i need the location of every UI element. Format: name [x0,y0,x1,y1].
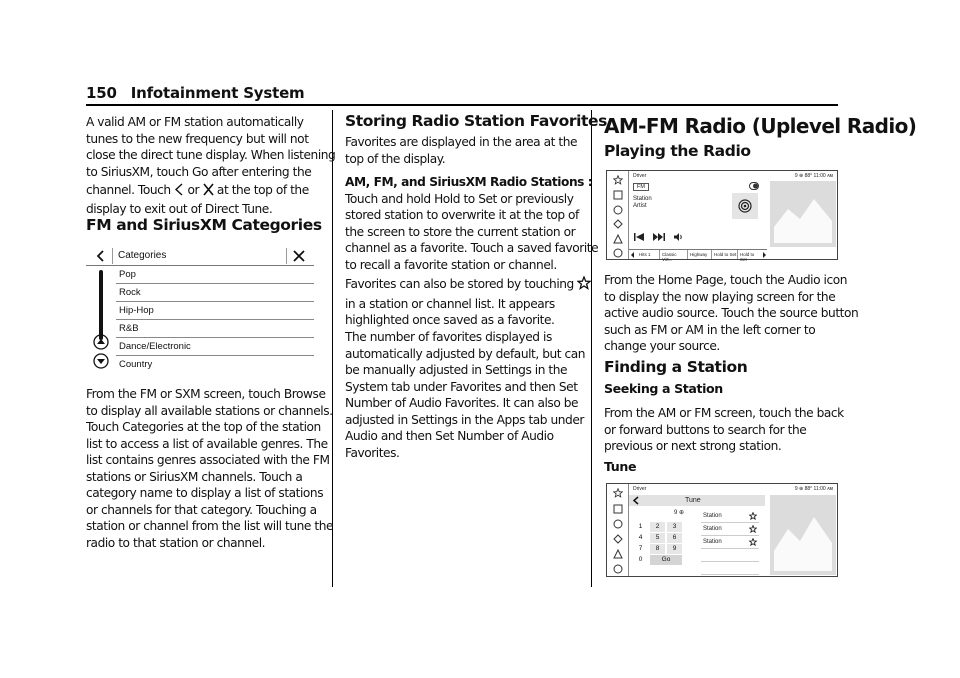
tune-title: Tune [685,497,701,504]
categories-topbar [86,246,314,266]
favorites-p4: The number of favorites displayed is automatically adjusted by default, but can be manually adjusted in Settings in the System tab under Favorites and then Set Number of Audio Favorites. It can also be adjusted in Settings in the Apps tab under Audio and then Set Number of Audio Favorites. [345,330,586,460]
heading-seeking-station: Seeking a Station [604,381,723,396]
circle-icon[interactable] [613,205,623,215]
favorite-slot[interactable]: Classic Virt... [660,250,688,259]
keypad-key[interactable]: 2 [650,522,665,532]
tune-screen [606,483,838,577]
star-icon[interactable] [749,538,757,546]
close-x-icon [203,183,214,196]
divider [286,248,287,264]
home-circle-icon[interactable] [613,564,623,574]
album-art [770,495,836,575]
status-bar [629,171,837,180]
station-list-item[interactable]: Station [701,536,759,549]
seeking-paragraph: From the AM or FM screen, touch the back or forward buttons to search for the previous or next strong station. [604,406,844,453]
signal-indicator: 9 ⊕ [674,510,685,516]
keypad-key[interactable]: 0 [638,556,643,563]
scrollbar[interactable] [99,270,103,340]
back-arrow-icon[interactable] [632,496,640,505]
driver-label: Driver [633,173,647,179]
playing-radio-paragraph: From the Home Page, touch the Audio icon to display the now playing screen for the active audio source. Touch the source button such as FM or AM in the left corner to change your source. [604,273,859,353]
triangle-icon[interactable] [613,549,623,559]
volume-icon[interactable] [674,233,684,241]
chevron-right-icon[interactable] [762,250,767,260]
app-sidebar [607,484,629,576]
tune-keypad [633,522,687,568]
landscape-image-icon [770,495,836,575]
now-playing-screen [606,170,838,260]
category-item[interactable]: Dance/Electronic [116,338,314,356]
artist-label: Artist [633,203,647,209]
station-label: Station [633,196,652,202]
diamond-icon[interactable] [613,219,623,229]
heading-tune: Tune [604,459,637,474]
driver-label: Driver [633,486,647,492]
favorite-slot[interactable]: Hold to Set [714,252,737,257]
heading-fm-categories: FM and SiriusXM Categories [86,216,322,234]
station-list-item[interactable]: Station [701,510,759,523]
categories-figure [86,246,314,375]
home-circle-icon[interactable] [613,248,623,258]
divider [701,562,759,575]
triangle-icon[interactable] [613,234,623,244]
seek-back-icon[interactable] [634,233,644,241]
keypad-key[interactable]: 8 [650,544,665,554]
divider [701,549,759,562]
keypad-key[interactable]: 9 [667,544,682,554]
favorite-slot[interactable]: Highway [688,250,712,259]
favorites-p2: AM, FM, and SiriusXM Radio Stations : Touch and hold Hold to Set or previously stored station to overwrite it at the top of the screen to store the current station or channel as a favorite. Touch a saved favorite to recall a favorite station or channel. [345,175,599,272]
square-icon[interactable] [613,190,623,200]
heading-playing-radio: Playing the Radio [604,142,751,160]
app-sidebar [607,171,629,259]
star-icon[interactable] [749,512,757,520]
category-item[interactable]: Hip-Hop [116,302,314,320]
keypad-key[interactable]: 4 [638,534,643,541]
section-title: Infotainment System [130,84,305,102]
status-bar [629,484,837,493]
favorite-slot[interactable]: Hold to Set [740,252,755,262]
tune-header [629,495,765,506]
status-readout: 9 ⊕ 88° 11:00 ᴀᴍ [794,486,833,492]
categories-paragraph: From the FM or SXM screen, touch Browse to display all available stations or channels. Touch Categories at the top of the station list to access a list of available genres. The list contains genres associated with the FM stations or SiriusXM channels. Touch a category name to display a list of stations or channels for that category. Touching a station or channel from the list will tune the radio to that station or channel. [86,387,334,550]
station-list-item[interactable]: Station [701,523,759,536]
station-list [701,510,759,575]
station-logo [732,193,758,219]
category-item[interactable]: Pop [116,266,314,284]
landscape-image-icon [770,181,836,247]
heading-amfm-radio: AM-FM Radio (Uplevel Radio) [604,114,917,138]
source-button[interactable]: FM [633,183,649,191]
star-icon [577,276,591,290]
divider [112,248,113,264]
star-icon[interactable] [613,488,623,498]
close-x-icon[interactable] [292,249,306,263]
back-arrow-icon [174,183,184,196]
diamond-icon[interactable] [613,534,623,544]
album-art [770,181,836,247]
favorites-bar [629,249,767,262]
keypad-key[interactable]: 1 [638,523,643,530]
intro-paragraph: A valid AM or FM station automatically tunes to the new frequency but will not close the direct tune display. When listening to SiriusXM, touch Go after entering the channel. Touch or at the top of the display to exit out of Direct Tune. [86,115,336,216]
circle-icon[interactable] [613,519,623,529]
keypad-key[interactable]: 6 [667,533,682,543]
running-header [86,84,304,102]
keypad-key[interactable]: 5 [650,533,665,543]
categories-title: Categories [118,250,167,261]
keypad-key[interactable]: 7 [638,545,643,552]
radio-signal-icon [738,199,752,213]
seek-forward-icon[interactable] [653,233,665,241]
favorite-slot[interactable]: Hits 1 [635,250,660,259]
keypad-key[interactable]: 3 [667,522,682,532]
category-item[interactable]: Country [119,359,153,370]
heading-storing-favorites: Storing Radio Station Favorites [345,112,607,130]
page-number: 150 [86,84,117,102]
go-key[interactable]: Go [650,555,682,565]
header-rule [86,104,838,106]
scroll-up-icon[interactable] [93,334,109,350]
favorites-p1: Favorites are displayed in the area at the top of the display. [345,135,578,166]
star-icon[interactable] [613,175,623,185]
category-item[interactable]: Rock [116,284,314,302]
favorites-p3: Favorites can also be stored by touching in a station or channel list. It appears highlighted once saved as a favorite. [345,276,591,329]
category-item[interactable]: R&B [116,320,314,338]
toggle-icon[interactable] [749,182,759,190]
back-arrow-icon[interactable] [94,249,108,263]
status-readout: 9 ⊕ 88° 11:00 ᴀᴍ [794,173,833,179]
star-icon[interactable] [749,525,757,533]
heading-finding-station: Finding a Station [604,358,748,376]
scroll-down-icon[interactable] [93,353,109,369]
square-icon[interactable] [613,504,623,514]
